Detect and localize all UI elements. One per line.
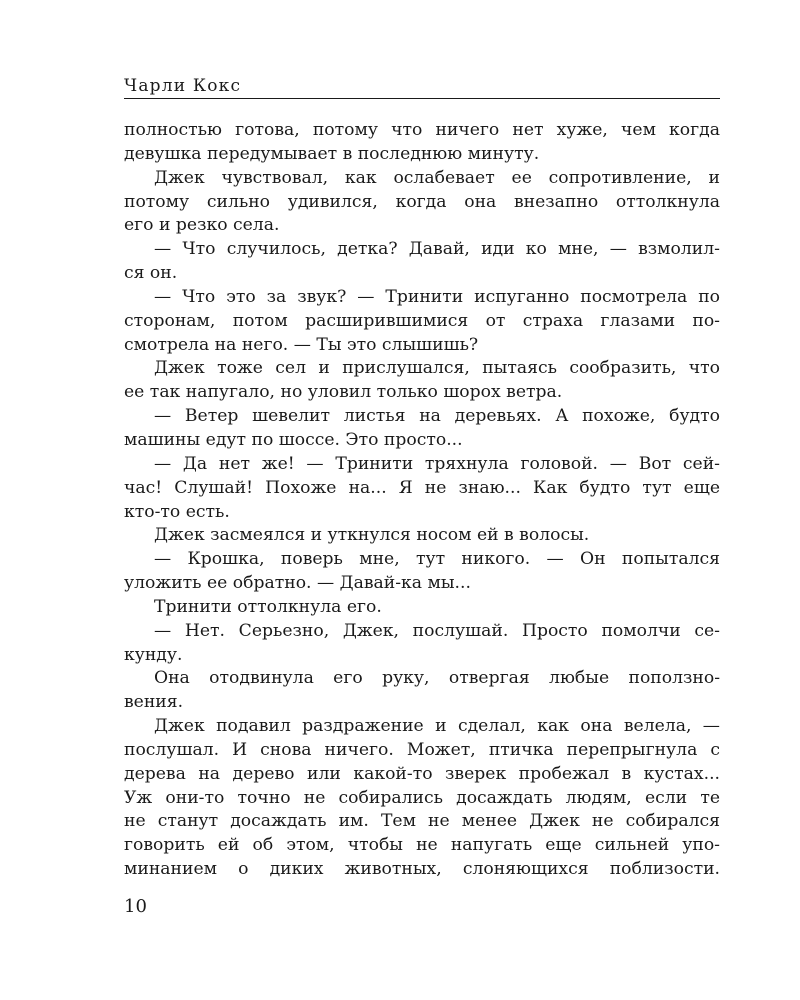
text-line: послушал. И снова ничего. Может, птичка перепрыгнула с: [124, 739, 720, 760]
text-line: — Что случилось, детка? Давай, иди ко мне, — взмолил-: [154, 239, 720, 260]
text-line: кто-то есть.: [124, 501, 230, 522]
text-line: — Да нет же! — Тринити тряхнула головой. — Вот сей-: [154, 453, 720, 474]
running-head: [124, 76, 720, 99]
text-line: Она отодвинула его руку, отвергая любые поползно-: [154, 668, 720, 689]
text-line: потому сильно удивился, когда она внезапно оттолкнула: [124, 191, 720, 212]
text-line: — Что это за звук? — Тринити испуганно посмотрела по: [154, 286, 720, 307]
text-line: — Нет. Серьезно, Джек, послушай. Просто помолчи се-: [154, 620, 720, 641]
text-line: полностью готова, потому что ничего нет хуже, чем когда: [124, 120, 720, 140]
text-line: смотрела на него. — Ты это слышишь?: [124, 334, 479, 355]
page-number: 10: [124, 896, 147, 917]
text-line: — Ветер шевелит листья на деревьях. А похоже, будто: [154, 406, 720, 427]
text-line: его и резко села.: [124, 215, 280, 236]
body-text: [124, 119, 720, 882]
text-line: ся он.: [124, 263, 178, 284]
text-line: вения.: [124, 692, 184, 713]
text-line: Уж они-то точно не собирались досаждать людям, если те: [124, 787, 720, 808]
text-line: не станут досаждать им. Тем не менее Джек не собирался: [124, 811, 720, 832]
text-line: уложить ее обратно. — Давай-ка мы...: [124, 573, 471, 594]
text-line: ее так напугало, но уловил только шорох ветра.: [124, 382, 563, 403]
text-line: — Крошка, поверь мне, тут никого. — Он попытался: [154, 549, 720, 570]
text-line: машины едут по шоссе. Это просто...: [124, 429, 463, 450]
text-line: девушка передумывает в последнюю минуту.: [124, 143, 540, 164]
text-line: Джек чувствовал, как ослабевает ее сопротивление, и: [154, 167, 720, 188]
running-head-title: Чарли Кокс: [124, 76, 242, 96]
text-line: Джек засмеялся и уткнулся носом ей в волосы.: [154, 525, 590, 546]
text-line: час! Слушай! Похоже на... Я не знаю... Как будто тут еще: [124, 477, 720, 498]
text-line: говорить ей об этом, чтобы не напугать еще сильней упо-: [124, 835, 720, 856]
text-line: дерева на дерево или какой-то зверек пробежал в кустах...: [124, 763, 720, 784]
text-line: сторонам, потом расширившимися от страха глазами по-: [124, 310, 720, 331]
text-line: Тринити оттолкнула его.: [154, 596, 382, 617]
text-line: минанием о диких животных, слоняющихся поблизости.: [124, 859, 720, 880]
text-line: Джек подавил раздражение и сделал, как она велела, —: [154, 716, 720, 737]
text-line: кунду.: [124, 644, 183, 665]
text-line: Джек тоже сел и прислушался, пытаясь сообразить, что: [154, 358, 720, 379]
